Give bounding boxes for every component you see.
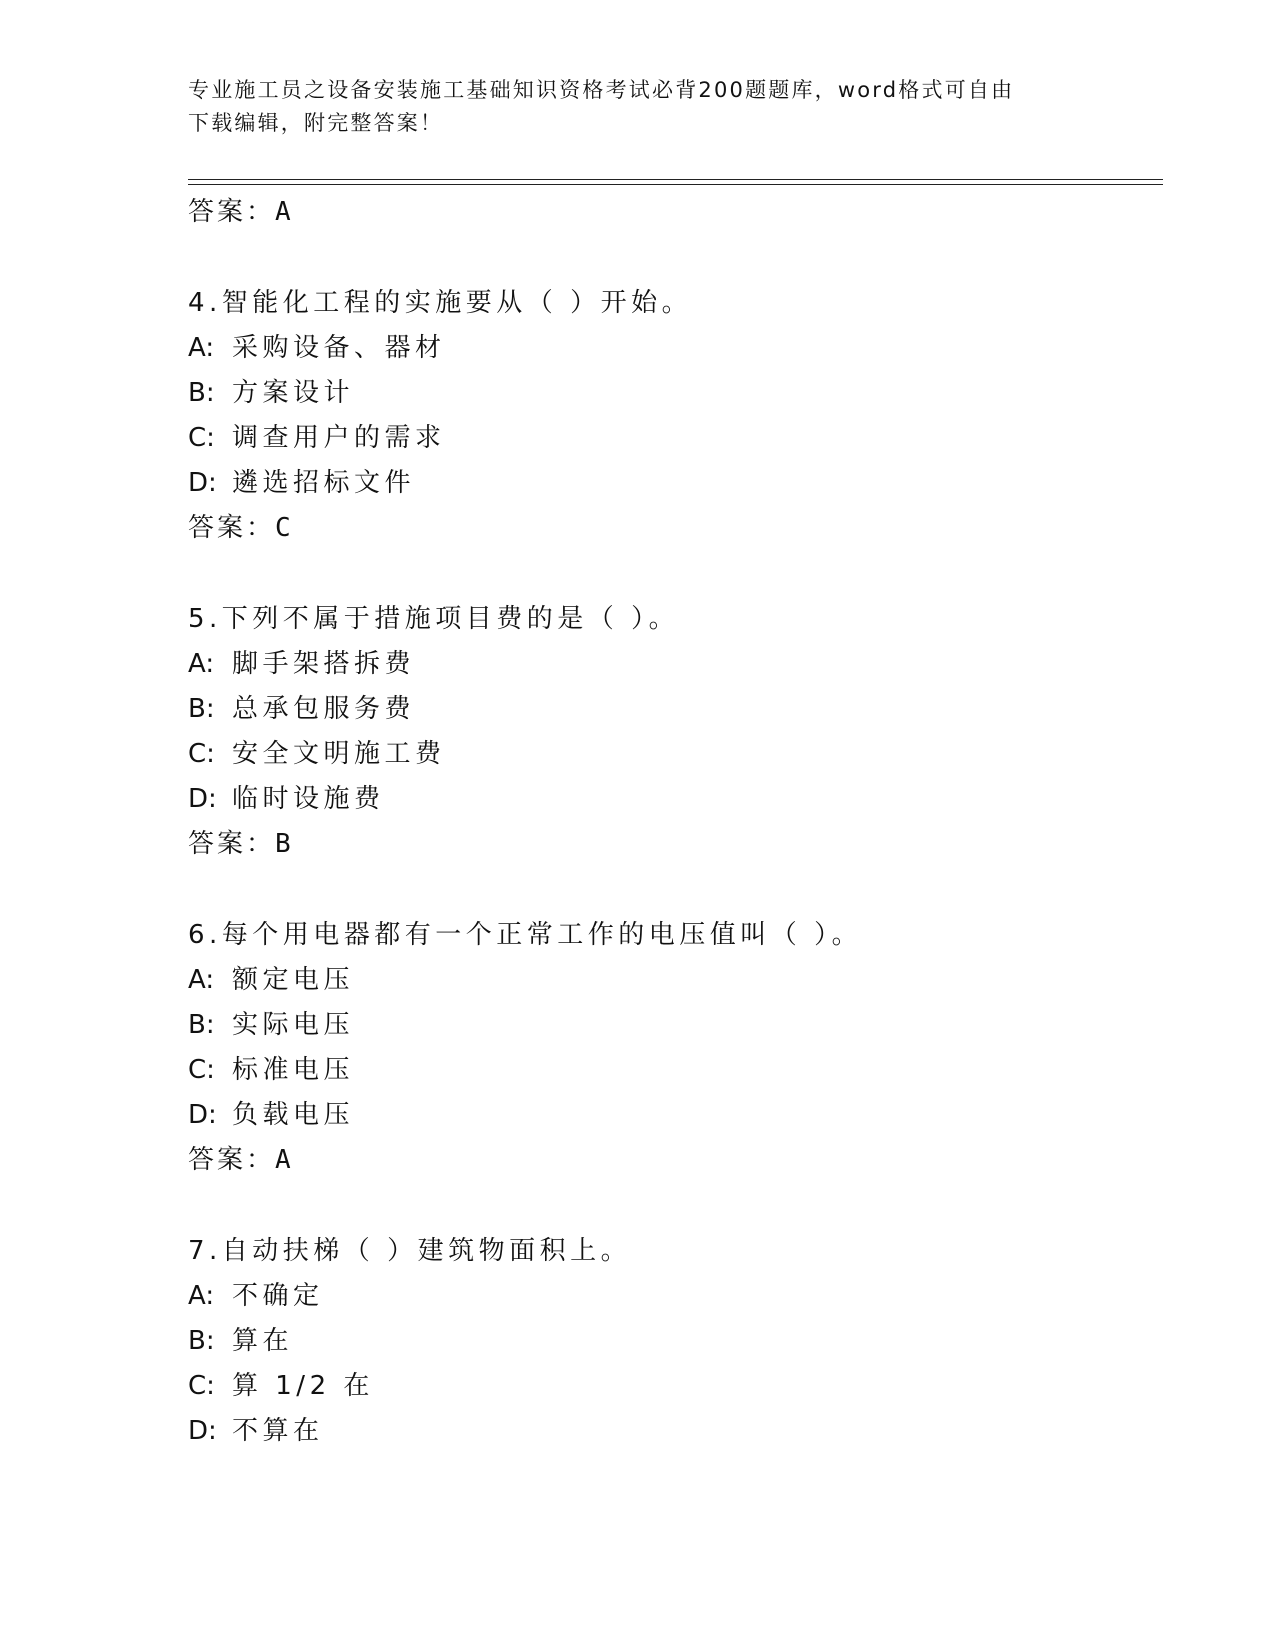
option-c [188, 1364, 1163, 1409]
question-block [188, 281, 1163, 550]
option-b [188, 1003, 1163, 1048]
answer-value: A [275, 1145, 291, 1175]
option-text: 采购设备、器材 [232, 333, 446, 363]
question-list [188, 190, 1163, 1454]
option-d [188, 1093, 1163, 1138]
option-key: A: [188, 333, 215, 363]
question-block [188, 597, 1163, 866]
question-text: 5.下列不属于措施项目费的是（ ）。 [188, 604, 680, 634]
option-text: 方案设计 [232, 378, 355, 408]
question-block [188, 913, 1163, 1182]
answer-label: 答案： [188, 513, 276, 543]
answer-label: 答案： [188, 829, 276, 859]
answer-value: A [275, 197, 291, 227]
option-key: B: [188, 1010, 215, 1040]
option-c [188, 416, 1163, 461]
option-d [188, 461, 1163, 506]
option-a [188, 642, 1163, 687]
answer-line [188, 822, 1163, 866]
option-key: D: [188, 1100, 217, 1130]
option-key: D: [188, 468, 217, 498]
option-text: 脚手架搭拆费 [232, 649, 416, 679]
option-key: C: [188, 1371, 215, 1401]
option-key: D: [188, 1416, 217, 1446]
option-text: 标准电压 [232, 1055, 355, 1085]
option-b [188, 371, 1163, 416]
option-text: 安全文明施工费 [232, 739, 446, 769]
option-key: B: [188, 1326, 215, 1356]
answer-label: 答案： [188, 1145, 276, 1175]
header-divider-top [188, 179, 1163, 180]
option-b [188, 687, 1163, 732]
question-text: 4.智能化工程的实施要从（ ）开始。 [188, 288, 693, 318]
option-text: 临时设施费 [232, 784, 385, 814]
option-key: B: [188, 694, 215, 724]
option-text: 不确定 [232, 1281, 324, 1311]
option-key: A: [188, 965, 215, 995]
answer-line [188, 1138, 1163, 1182]
option-text: 调查用户的需求 [232, 423, 446, 453]
answer-value: B [275, 829, 291, 859]
option-text: 遴选招标文件 [232, 468, 416, 498]
option-key: A: [188, 1281, 215, 1311]
option-d [188, 777, 1163, 822]
option-key: C: [188, 739, 215, 769]
option-key: A: [188, 649, 215, 679]
option-text: 算在 [232, 1326, 294, 1356]
question-text: 7.自动扶梯（ ）建筑物面积上。 [188, 1236, 632, 1266]
option-text: 算 1/2 在 [232, 1371, 374, 1401]
option-key: C: [188, 423, 215, 453]
question-block [188, 1229, 1163, 1454]
answer-line [188, 506, 1163, 550]
document-header [188, 74, 1068, 140]
option-a [188, 958, 1163, 1003]
option-c [188, 732, 1163, 777]
answer-value: C [275, 513, 291, 543]
answer-label: 答案： [188, 197, 276, 227]
option-c [188, 1048, 1163, 1093]
option-key: C: [188, 1055, 215, 1085]
question-text: 6.每个用电器都有一个正常工作的电压值叫（ ）。 [188, 920, 863, 950]
option-text: 总承包服务费 [232, 694, 416, 724]
option-text: 额定电压 [232, 965, 355, 995]
option-text: 实际电压 [232, 1010, 355, 1040]
option-a [188, 326, 1163, 371]
option-b [188, 1319, 1163, 1364]
answer-line [188, 190, 1163, 234]
option-text: 不算在 [232, 1416, 324, 1446]
option-a [188, 1274, 1163, 1319]
header-line-1: 专业施工员之设备安装施工基础知识资格考试必背200题题库，word格式可自由 [188, 78, 1015, 102]
header-line-2: 下载编辑，附完整答案！ [188, 111, 444, 135]
option-d [188, 1409, 1163, 1454]
option-key: D: [188, 784, 217, 814]
option-key: B: [188, 378, 215, 408]
header-divider-bottom [188, 184, 1163, 185]
option-text: 负载电压 [232, 1100, 355, 1130]
